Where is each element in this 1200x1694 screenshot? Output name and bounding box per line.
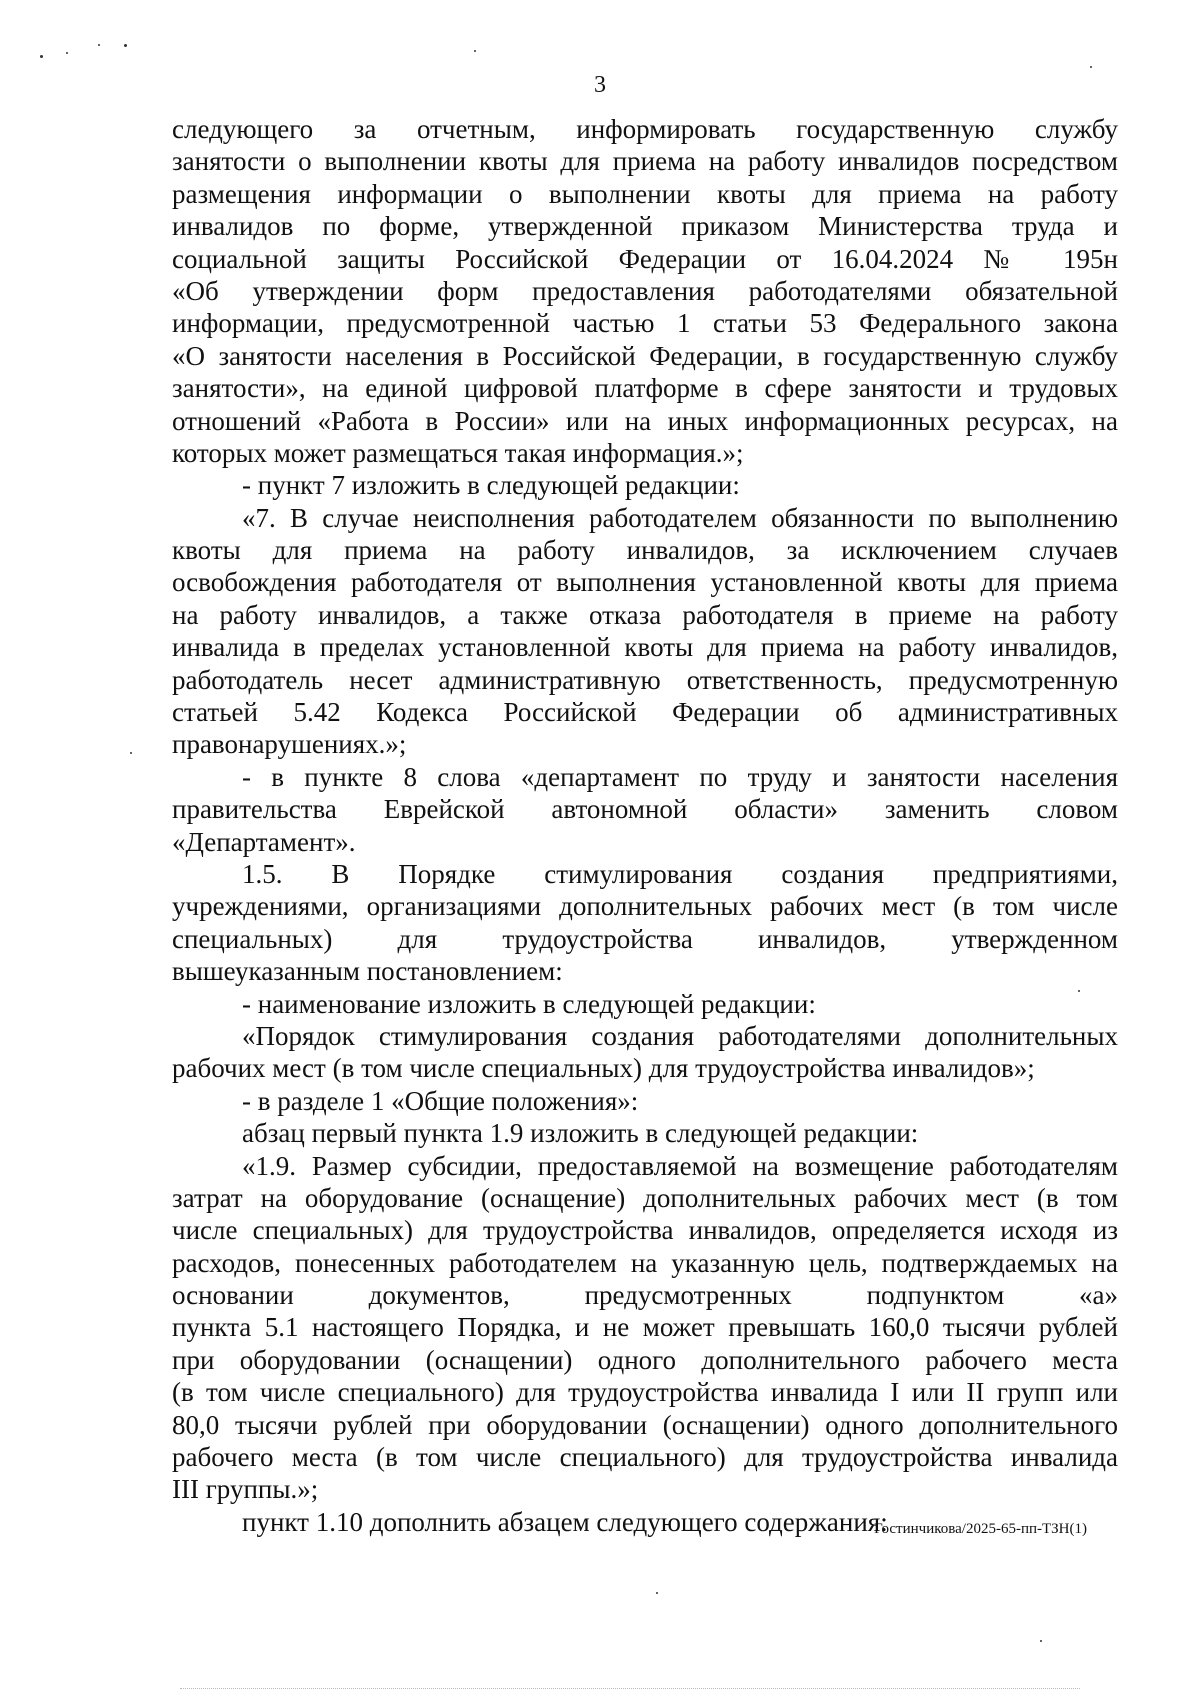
text-line: освобождения работодателя от выполнения установленной квоты для приема bbox=[172, 567, 1118, 598]
text-line: «Об утверждении форм предоставления работодателями обязательной bbox=[172, 275, 1118, 306]
text-line: - наименование изложить в следующей редакции: bbox=[242, 988, 816, 1019]
text-line: правительства Еврейской автономной области» заменить словом bbox=[172, 794, 1118, 825]
text-line: размещения информации о выполнении квоты для приема на работу bbox=[172, 178, 1118, 209]
text-line: правонарушениях.»; bbox=[172, 729, 407, 760]
text-line: «Департамент». bbox=[172, 826, 356, 857]
text-line: затрат на оборудование (оснащение) дополнительных рабочих мест (в том bbox=[172, 1182, 1118, 1213]
scan-speck bbox=[40, 55, 43, 58]
text-line: расходов, понесенных работодателем на указанную цель, подтверждаемых на bbox=[172, 1247, 1118, 1278]
text-line: которых может размещаться такая информация.»; bbox=[172, 437, 744, 468]
scan-speck bbox=[130, 752, 132, 754]
text-line: рабочих мест (в том числе специальных) для трудоустройства инвалидов»; bbox=[172, 1053, 1035, 1084]
scan-speck bbox=[98, 44, 100, 46]
text-line: «О занятости населения в Российской Федерации, в государственную службу bbox=[172, 340, 1118, 371]
text-line: основании документов, предусмотренных подпунктом «а» bbox=[172, 1280, 1118, 1311]
text-line: III группы.»; bbox=[172, 1474, 319, 1505]
text-line: «1.9. Размер субсидии, предоставляемой на возмещение работодателям bbox=[242, 1150, 1118, 1181]
paragraph bbox=[172, 858, 1118, 988]
text-line: (в том числе специального) для трудоустройства инвалида I или II групп или bbox=[172, 1377, 1118, 1408]
text-line: 1.5. В Порядке стимулирования создания предприятиями, bbox=[242, 858, 1118, 889]
text-line: «7. В случае неисполнения работодателем обязанности по выполнению bbox=[242, 502, 1118, 533]
text-line: инвалида в пределах установленной квоты для приема на работу инвалидов, bbox=[172, 632, 1118, 663]
text-line: вышеуказанным постановлением: bbox=[172, 956, 563, 987]
paragraph bbox=[172, 113, 1118, 469]
text-line: социальной защиты Российской Федерации от 16.04.2024 № 195н bbox=[172, 243, 1118, 274]
scan-speck bbox=[656, 1592, 658, 1594]
page-number: 3 bbox=[594, 72, 606, 98]
scan-speck bbox=[124, 44, 127, 47]
scan-edge bbox=[180, 1688, 1080, 1690]
paragraph bbox=[172, 1117, 1118, 1149]
text-line: пункта 5.1 настоящего Порядка, и не может превышать 160,0 тысячи рублей bbox=[172, 1312, 1118, 1343]
scan-speck bbox=[1090, 66, 1092, 68]
text-line: занятости», на единой цифровой платформе в сфере занятости и трудовых bbox=[172, 373, 1118, 404]
scan-speck bbox=[1040, 1640, 1042, 1642]
paragraph bbox=[172, 1150, 1118, 1506]
text-line: при оборудовании (оснащении) одного дополнительного рабочего места bbox=[172, 1344, 1118, 1375]
text-line: на работу инвалидов, а также отказа работодателя в приеме на работу bbox=[172, 599, 1118, 630]
text-line: квоты для приема на работу инвалидов, за исключением случаев bbox=[172, 535, 1118, 566]
document-body bbox=[172, 113, 1118, 1538]
text-line: информации, предусмотренной частью 1 статьи 53 Федерального закона bbox=[172, 308, 1118, 339]
paragraph bbox=[172, 502, 1118, 761]
text-line: числе специальных) для трудоустройства инвалидов, определяется исходя из bbox=[172, 1215, 1118, 1246]
paragraph bbox=[172, 1085, 1118, 1117]
text-line: рабочего места (в том числе специального) для трудоустройства инвалида bbox=[172, 1442, 1118, 1473]
text-line: инвалидов по форме, утвержденной приказом Министерства труда и bbox=[172, 211, 1118, 242]
text-line: абзац первый пункта 1.9 изложить в следующей редакции: bbox=[242, 1118, 919, 1149]
paragraph bbox=[172, 1020, 1118, 1085]
paragraph bbox=[172, 469, 1118, 501]
text-line: занятости о выполнении квоты для приема на работу инвалидов посредством bbox=[172, 146, 1118, 177]
paragraph bbox=[172, 988, 1118, 1020]
text-line: «Порядок стимулирования создания работодателями дополнительных bbox=[242, 1020, 1118, 1051]
text-line: 80,0 тысячи рублей при оборудовании (оснащении) одного дополнительного bbox=[172, 1409, 1118, 1440]
text-line: следующего за отчетным, информировать государственную службу bbox=[172, 114, 1118, 144]
text-line: - в разделе 1 «Общие положения»: bbox=[242, 1085, 639, 1116]
footer-document-code: Гостинчикова/2025-65-пп-ТЗН(1) bbox=[874, 1521, 1087, 1537]
scan-speck bbox=[66, 52, 68, 54]
text-line: - в пункте 8 слова «департамент по труду и занятости населения bbox=[242, 761, 1118, 792]
paragraph bbox=[172, 761, 1118, 858]
text-line: учреждениями, организациями дополнительных рабочих мест (в том числе bbox=[172, 891, 1118, 922]
text-line: специальных) для трудоустройства инвалидов, утвержденном bbox=[172, 923, 1118, 954]
text-line: работодатель несет административную ответственность, предусмотренную bbox=[172, 664, 1118, 695]
text-line: - пункт 7 изложить в следующей редакции: bbox=[242, 470, 740, 501]
text-line: статьей 5.42 Кодекса Российской Федерации об административных bbox=[172, 697, 1118, 728]
text-line: отношений «Работа в России» или на иных информационных ресурсах, на bbox=[172, 405, 1118, 436]
text-line: пункт 1.10 дополнить абзацем следующего содержания: bbox=[242, 1506, 888, 1537]
scan-speck bbox=[474, 50, 476, 52]
